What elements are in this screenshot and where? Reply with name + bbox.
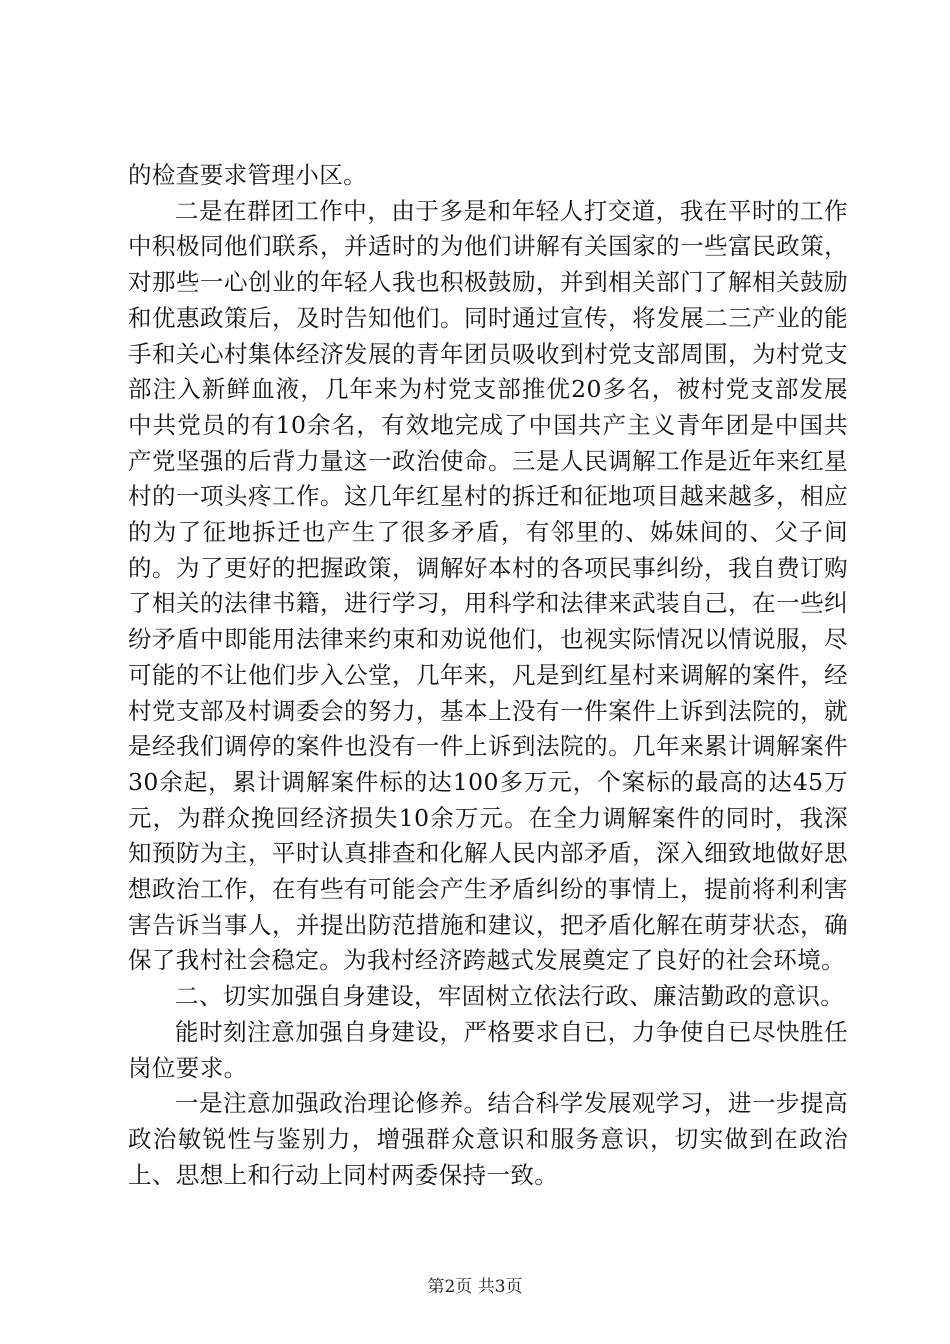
paragraph-political-theory: 一是注意加强政治理论修养。结合科学发展观学习，进一步提高政治敏锐性与鉴别力，增强群众意识和服务意识，切实做到在政治上、思想上和行动上同村两委保持一致。 <box>128 1089 848 1189</box>
page-number-footer: 第2页 共3页 <box>427 1277 523 1297</box>
paragraph-continuation: 的检查要求管理小区。 <box>128 161 367 189</box>
paragraph-self-discipline: 能时刻注意加强自身建设，严格要求自已，力争使自已尽快胜任岗位要求。 <box>128 1017 848 1082</box>
paragraph-youth-league-and-mediation: 二是在群团工作中，由于多是和年轻人打交道，我在平时的工作中积极同他们联系，并适时的为他们讲解有关国家的一些富民政策，对那些一心创业的年轻人我也积极鼓励，并到相关部门了解相关鼓励和优惠政策后，及时告知他们。同时通过宣传，将发展二三产业的能手和关心村集体经济发展的青年团员吸收到村党支部周围，为村党支部注入新鲜血液，几年来为村党支部推优20多名，被村党支部发展中共党员的有10余名，有效地完成了中国共产主义青年团是中国共产党坚强的后背力量这一政治使命。三是人民调解工作是近年来红星村的一项头疼工作。这几年红星村的拆迁和征地项目越来越多，相应的为了征地拆迁也产生了很多矛盾，有邻里的、姊妹间的、父子间的。为了更好的把握政策，调解好本村的各项民事纠纷，我自费订购了相关的法律书籍，进行学习，用科学和法律来武装自己，在一些纠纷矛盾中即能用法律来约束和劝说他们，也视实际情况以情说服，尽可能的不让他们步入公堂，几年来，凡是到红星村来调解的案件，经村党支部及村调委会的努力，基本上没有一件案件上诉到法院的，就是经我们调停的案件也没有一件上诉到法院的。几年来累计调解案件30余起，累计调解案件标的达100多万元，个案标的最高的达45万元，为群众挽回经济损失10余万元。在全力调解案件的同时，我深知预防为主，平时认真排查和化解人民内部矛盾，深入细致地做好思想政治工作，在有些有可能会产生矛盾纠纷的事情上，提前将利利害害告诉当事人，并提出防范措施和建议，把矛盾化解在萌芽状态，确保了我村社会稳定。为我村经济跨越式发展奠定了良好的社会环境。 <box>128 196 848 975</box>
document-body <box>128 158 848 1193</box>
paragraph-section-heading-self-building: 二、切实加强自身建设，牢固树立依法行政、廉洁勤政的意识。 <box>175 982 845 1011</box>
